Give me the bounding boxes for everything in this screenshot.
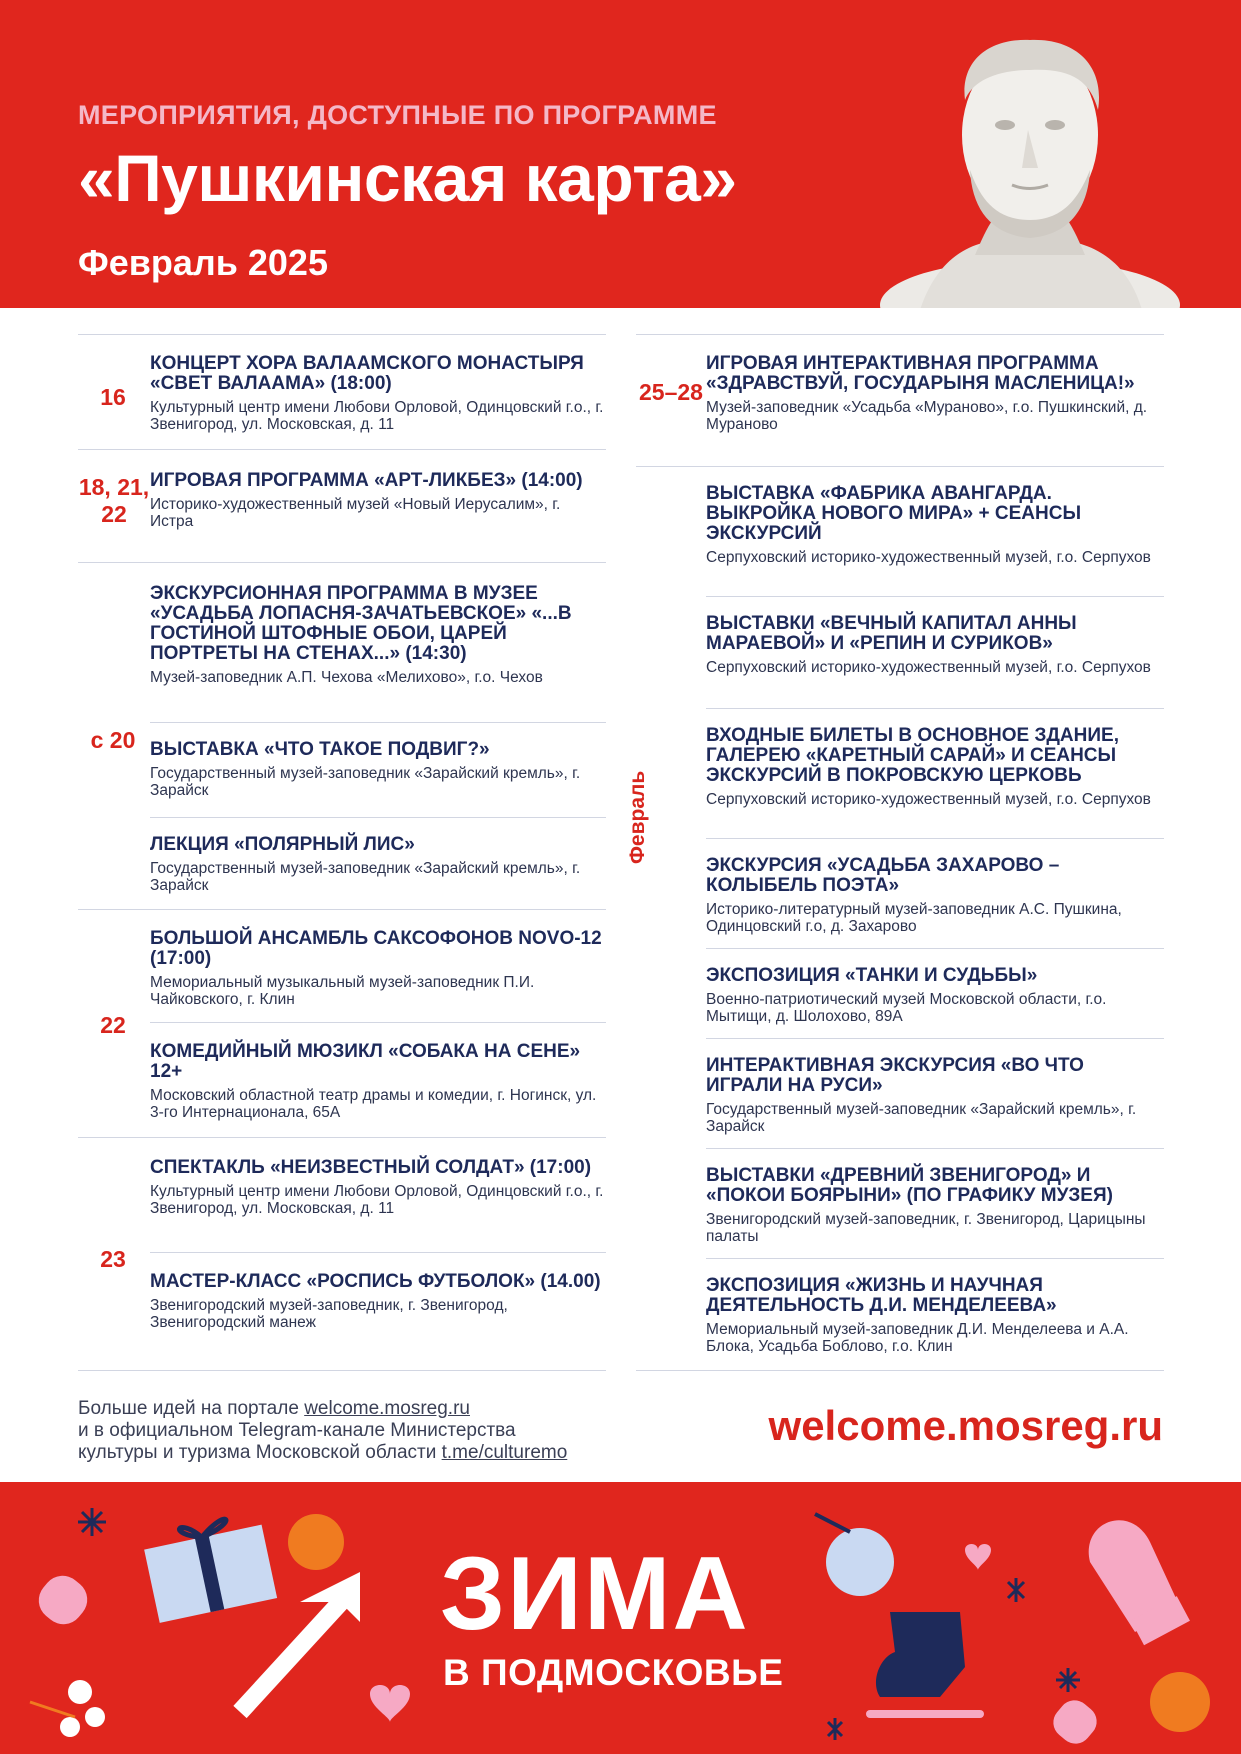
event-item	[150, 1158, 606, 1217]
divider	[636, 466, 1164, 467]
event-title: ЭКСПОЗИЦИЯ «ТАНКИ И СУДЬБЫ»	[706, 965, 1038, 986]
header	[0, 0, 1241, 308]
footer-text	[78, 1398, 638, 1464]
event-item	[706, 856, 1164, 935]
telegram-link[interactable]: t.me/culturemo	[441, 1442, 568, 1463]
pushkin-bust-illustration	[880, 20, 1180, 308]
event-item	[150, 471, 606, 530]
divider	[150, 1252, 606, 1253]
event-place: Музей-заповедник А.П. Чехова «Мелихово», г.о. Чехов	[150, 669, 543, 686]
divider	[706, 1038, 1164, 1039]
header-title: «Пушкинская карта»	[78, 141, 737, 215]
divider	[78, 1370, 606, 1371]
divider	[78, 449, 606, 450]
event-place: Серпуховский историко-художественный музей, г.о. Серпухов	[706, 791, 1151, 808]
divider	[150, 1022, 606, 1023]
event-place: Государственный музей-заповедник «Зарайский кремль», г. Зарайск	[706, 1101, 1137, 1135]
event-place: Военно-патриотический музей Московской области, г.о. Мытищи, д. Шолохово, 89А	[706, 991, 1107, 1025]
event-item	[706, 354, 1164, 433]
date-label: 23	[100, 1246, 126, 1272]
divider	[150, 722, 606, 723]
event-item	[706, 1056, 1164, 1135]
portal-link[interactable]: welcome.mosreg.ru	[304, 1398, 470, 1419]
divider	[636, 1370, 1164, 1371]
divider	[78, 1137, 606, 1138]
event-place: Звенигородский музей-заповедник, г. Звенигород, Звенигородский манеж	[150, 1297, 508, 1331]
divider	[150, 817, 606, 818]
event-place: Государственный музей-заповедник «Зарайский кремль», г. Зарайск	[150, 860, 581, 894]
event-item	[150, 740, 606, 799]
event-title: ВЫСТАВКИ «ВЕЧНЫЙ КАПИТАЛ АННЫ МАРАЕВОЙ» И «РЕПИН И СУРИКОВ»	[706, 613, 1077, 654]
date-label: с 20	[90, 727, 136, 753]
event-item	[150, 584, 606, 686]
event-place: Культурный центр имени Любови Орловой, Одинцовский г.о., г. Звенигород, ул. Московская, д. 11	[150, 1183, 604, 1217]
event-title: ВХОДНЫЕ БИЛЕТЫ В ОСНОВНОЕ ЗДАНИЕ, ГАЛЕРЕЮ «КАРЕТНЫЙ САРАЙ» И СЕАНСЫ ЭКСКУРСИЙ В ПОКРОВСКУЮ ЦЕРКОВЬ	[706, 725, 1119, 786]
divider	[706, 1148, 1164, 1149]
event-title: ИНТЕРАКТИВНАЯ ЭКСКУРСИЯ «ВО ЧТО ИГРАЛИ НА РУСИ»	[706, 1055, 1084, 1096]
event-title: ВЫСТАВКА «ЧТО ТАКОЕ ПОДВИГ?»	[150, 739, 490, 760]
header-subtitle: МЕРОПРИЯТИЯ, ДОСТУПНЫЕ ПО ПРОГРАММЕ	[78, 100, 717, 130]
divider	[706, 1258, 1164, 1259]
month-vertical-label: Февраль	[626, 770, 649, 864]
divider	[706, 838, 1164, 839]
date-label: 25–28	[639, 379, 703, 405]
event-title: ЛЕКЦИЯ «ПОЛЯРНЫЙ ЛИС»	[150, 834, 415, 855]
event-place: Московский областной театр драмы и комедии, г. Ногинск, ул. 3-го Интернационала, 65А	[150, 1087, 597, 1121]
event-place: Историко-художественный музей «Новый Иерусалим», г. Истра	[150, 496, 561, 530]
event-place: Государственный музей-заповедник «Зарайский кремль», г. Зарайск	[150, 765, 581, 799]
event-title: КОНЦЕРТ ХОРА ВАЛААМСКОГО МОНАСТЫРЯ «СВЕТ ВАЛААМА» (18:00)	[150, 353, 584, 394]
event-item	[706, 614, 1164, 676]
event-item	[150, 835, 606, 894]
event-title: МАСТЕР-КЛАСС «РОСПИСЬ ФУТБОЛОК» (14.00)	[150, 1271, 601, 1292]
event-item	[706, 1166, 1164, 1245]
event-item	[150, 1042, 606, 1121]
event-item	[150, 929, 606, 1008]
event-item	[706, 1276, 1164, 1355]
event-place: Историко-литературный музей-заповедник А.С. Пушкина, Одинцовский г.о, д. Захарово	[706, 901, 1122, 935]
event-item	[150, 354, 606, 433]
event-title: СПЕКТАКЛЬ «НЕИЗВЕСТНЫЙ СОЛДАТ» (17:00)	[150, 1157, 592, 1178]
date-label: 22	[100, 1012, 126, 1038]
divider	[706, 948, 1164, 949]
date-label: 18, 21, 22	[78, 474, 150, 527]
event-title: ИГРОВАЯ ИНТЕРАКТИВНАЯ ПРОГРАММА «ЗДРАВСТВУЙ, ГОСУДАРЫНЯ МАСЛЕНИЦА!»	[706, 353, 1135, 394]
divider	[78, 909, 606, 910]
event-place: Серпуховский историко-художественный музей, г.о. Серпухов	[706, 659, 1151, 676]
event-title: ИГРОВАЯ ПРОГРАММА «АРТ-ЛИКБЕЗ» (14:00)	[150, 470, 583, 491]
event-title: БОЛЬШОЙ АНСАМБЛЬ САКСОФОНОВ NOVO-12 (17:00)	[150, 928, 602, 969]
event-title: ЭКСПОЗИЦИЯ «ЖИЗНЬ И НАУЧНАЯ ДЕЯТЕЛЬНОСТЬ Д.И. МЕНДЕЛЕЕВА»	[706, 1275, 1057, 1316]
divider	[78, 334, 606, 335]
event-title: ЭКСКУРСИОННАЯ ПРОГРАММА В МУЗЕЕ «УСАДЬБА ЛОПАСНЯ-ЗАЧАТЬЕВСКОЕ» «...В ГОСТИНОЙ ШТОФНЫЕ ОБОИ, ЦАРЕЙ ПОРТРЕТЫ НА СТЕНАХ...» (14:30)	[150, 583, 572, 664]
divider	[706, 596, 1164, 597]
event-place: Мемориальный музыкальный музей-заповедник П.И. Чайковского, г. Клин	[150, 974, 535, 1008]
banner-subtitle: В ПОДМОСКОВЬЕ	[443, 1652, 784, 1693]
footer-line1-prefix: Больше идей на портале	[78, 1398, 305, 1419]
event-item	[706, 484, 1164, 566]
event-title: КОМЕДИЙНЫЙ МЮЗИКЛ «СОБАКА НА СЕНЕ» 12+	[150, 1041, 581, 1082]
footer-line3-prefix: культуры и туризма Московской области	[78, 1442, 442, 1463]
winter-banner	[0, 1482, 1241, 1754]
event-place: Культурный центр имени Любови Орловой, Одинцовский г.о., г. Звенигород, ул. Московская, д. 11	[150, 399, 604, 433]
event-place: Музей-заповедник «Усадьба «Мураново», г.о. Пушкинский, д. Мураново	[706, 399, 1148, 433]
event-item	[706, 966, 1164, 1025]
divider	[78, 562, 606, 563]
event-place: Звенигородский музей-заповедник, г. Звенигород, Царицыны палаты	[706, 1211, 1146, 1245]
site-url[interactable]: welcome.mosreg.ru	[768, 1402, 1163, 1449]
event-title: ВЫСТАВКИ «ДРЕВНИЙ ЗВЕНИГОРОД» И «ПОКОИ БОЯРЫНИ» (ПО ГРАФИКУ МУЗЕЯ)	[706, 1165, 1113, 1206]
banner-title: ЗИМА	[440, 1536, 750, 1652]
event-item	[706, 726, 1164, 808]
event-title: ЭКСКУРСИЯ «УСАДЬБА ЗАХАРОВО – КОЛЫБЕЛЬ ПОЭТА»	[706, 855, 1060, 896]
event-place: Мемориальный музей-заповедник Д.И. Менделеева и А.А. Блока, Усадьба Боблово, г.о. Клин	[706, 1321, 1129, 1355]
event-place: Серпуховский историко-художественный музей, г.о. Серпухов	[706, 549, 1151, 566]
date-label: 16	[100, 384, 126, 410]
divider	[636, 334, 1164, 335]
event-title: ВЫСТАВКА «ФАБРИКА АВАНГАРДА. ВЫКРОЙКА НОВОГО МИРА» + СЕАНСЫ ЭКСКУРСИЙ	[706, 483, 1082, 544]
header-month: Февраль 2025	[78, 242, 328, 283]
event-item	[150, 1272, 606, 1331]
divider	[706, 708, 1164, 709]
footer-line2: и в официальном Telegram-канале Министерства	[78, 1420, 516, 1441]
